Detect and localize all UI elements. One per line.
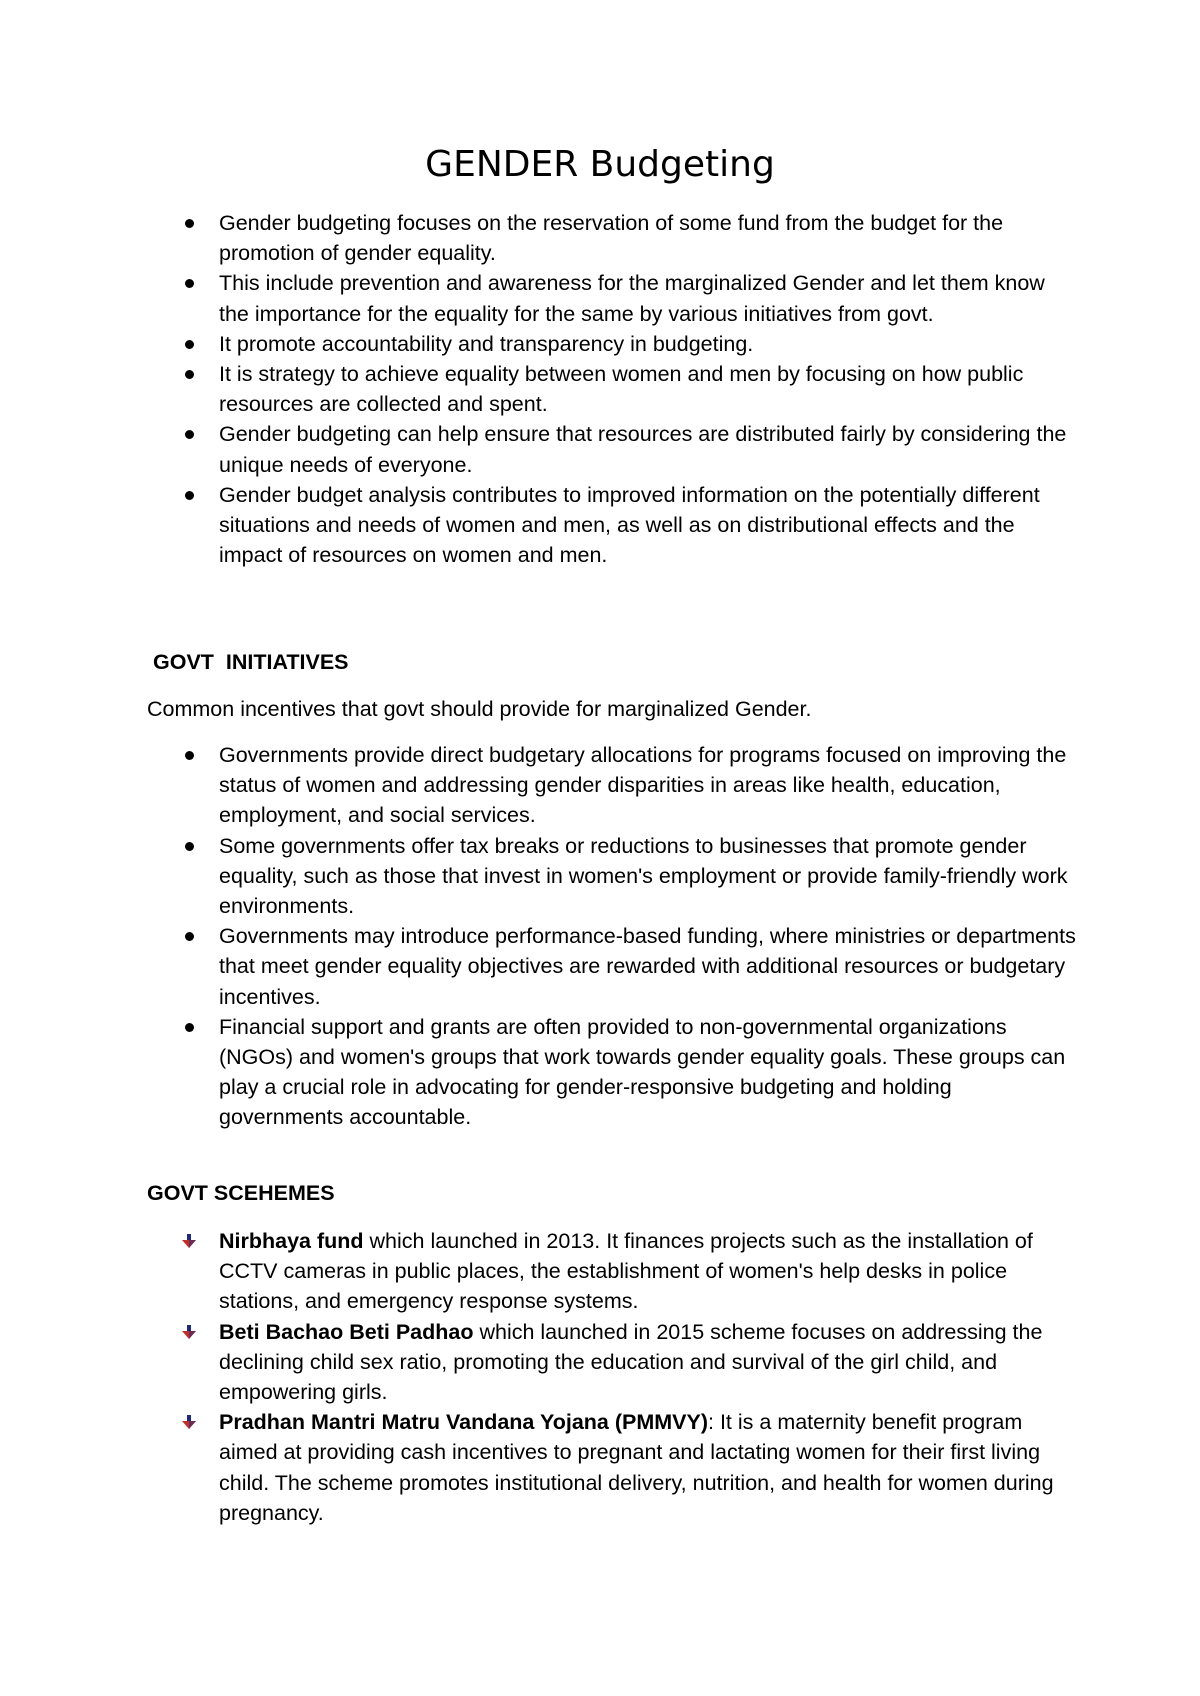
- list-item-text: Some governments offer tax breaks or reductions to businesses that promote gender equality, such as those that invest in women's employment or provide family-friendly work environments.: [219, 833, 1068, 919]
- list-item-text: Gender budget analysis contributes to improved information on the potentially different situations and needs of women and men, as well as on distributional effects and the impact of resources on women and men.: [219, 482, 1040, 568]
- list-item-text: It promote accountability and transparency in budgeting.: [219, 331, 754, 356]
- list-item: [219, 831, 1079, 922]
- list-item: [219, 419, 1079, 479]
- list-item: [219, 921, 1079, 1012]
- initiatives-bullet-list: [219, 740, 1079, 1133]
- list-item: [219, 268, 1079, 328]
- list-item-text: This include prevention and awareness for the marginalized Gender and let them know the importance for the equality for the same by various initiatives from govt.: [219, 271, 1045, 326]
- bullet-dot-icon: [185, 491, 194, 500]
- initiatives-intro: Common incentives that govt should provide for marginalized Gender.: [147, 697, 812, 721]
- scheme-name: Pradhan Mantri Matru Vandana Yojana (PMMVY): [219, 1410, 709, 1435]
- bullet-dot-icon: [185, 1023, 194, 1032]
- scheme-description: : It is a maternity benefit program aimed at providing cash incentives to pregnant and lactating women for their first living child. The scheme promotes institutional delivery, nutrition, and health for women during pregnancy.: [219, 1410, 1054, 1525]
- bullet-dot-icon: [185, 279, 194, 288]
- bullet-dot-icon: [185, 932, 194, 941]
- list-item-text: Governments may introduce performance-based funding, where ministries or departments that meet gender equality objectives are rewarded with additional resources or budgetary incentives.: [219, 924, 1076, 1009]
- scheme-item: [219, 1226, 1079, 1317]
- scheme-name: Nirbhaya fund: [219, 1229, 364, 1253]
- list-item: [219, 359, 1079, 419]
- list-item: [219, 208, 1079, 268]
- scheme-description: which launched in 2015 scheme focuses on addressing the declining child sex ratio, promoting the education and survival of the girl child, and empowering girls.: [219, 1319, 1043, 1405]
- bullet-dot-icon: [185, 751, 194, 760]
- scheme-item: [219, 1407, 1079, 1528]
- bullet-dot-icon: [185, 370, 194, 379]
- arrow-down-bullet-icon: [181, 1414, 197, 1430]
- scheme-name: Beti Bachao Beti Padhao: [219, 1319, 474, 1344]
- schemes-list: [219, 1226, 1079, 1528]
- list-item: [219, 740, 1079, 831]
- bullet-dot-icon: [185, 430, 194, 439]
- list-item-text: It is strategy to achieve equality between women and men by focusing on how public resources are collected and spent.: [219, 362, 1024, 417]
- scheme-description: which launched in 2013. It finances projects such as the installation of CCTV cameras in public places, the establishment of women's help desks in police stations, and emergency response systems.: [219, 1229, 1033, 1314]
- list-item: [219, 480, 1079, 571]
- list-item-text: Gender budgeting can help ensure that resources are distributed fairly by considering the unique needs of everyone.: [219, 422, 1067, 477]
- page-title: GENDER Budgeting: [425, 144, 775, 185]
- scheme-item: [219, 1317, 1079, 1408]
- bullet-dot-icon: [185, 219, 194, 228]
- arrow-down-bullet-icon: [181, 1233, 197, 1249]
- list-item-text: Governments provide direct budgetary allocations for programs focused on improving the status of women and addressing gender disparities in areas like health, education, employment, and social services.: [219, 743, 1067, 828]
- list-item-text: Gender budgeting focuses on the reservation of some fund from the budget for the promotion of gender equality.: [219, 211, 1004, 266]
- bullet-dot-icon: [185, 340, 194, 349]
- bullet-dot-icon: [185, 842, 194, 851]
- schemes-heading: GOVT SCEHEMES: [147, 1181, 335, 1205]
- initiatives-heading: GOVT INITIATIVES: [153, 650, 349, 674]
- list-item-text: Financial support and grants are often provided to non-governmental organizations (NGOs) and women's groups that work towards gender equality goals. These groups can play a crucial role in advocating for gender-responsive budgeting and holding governments accountable.: [219, 1014, 1066, 1130]
- list-item: [219, 1012, 1079, 1133]
- intro-bullet-list: [219, 208, 1079, 570]
- list-item: [219, 329, 1079, 359]
- arrow-down-bullet-icon: [181, 1324, 197, 1340]
